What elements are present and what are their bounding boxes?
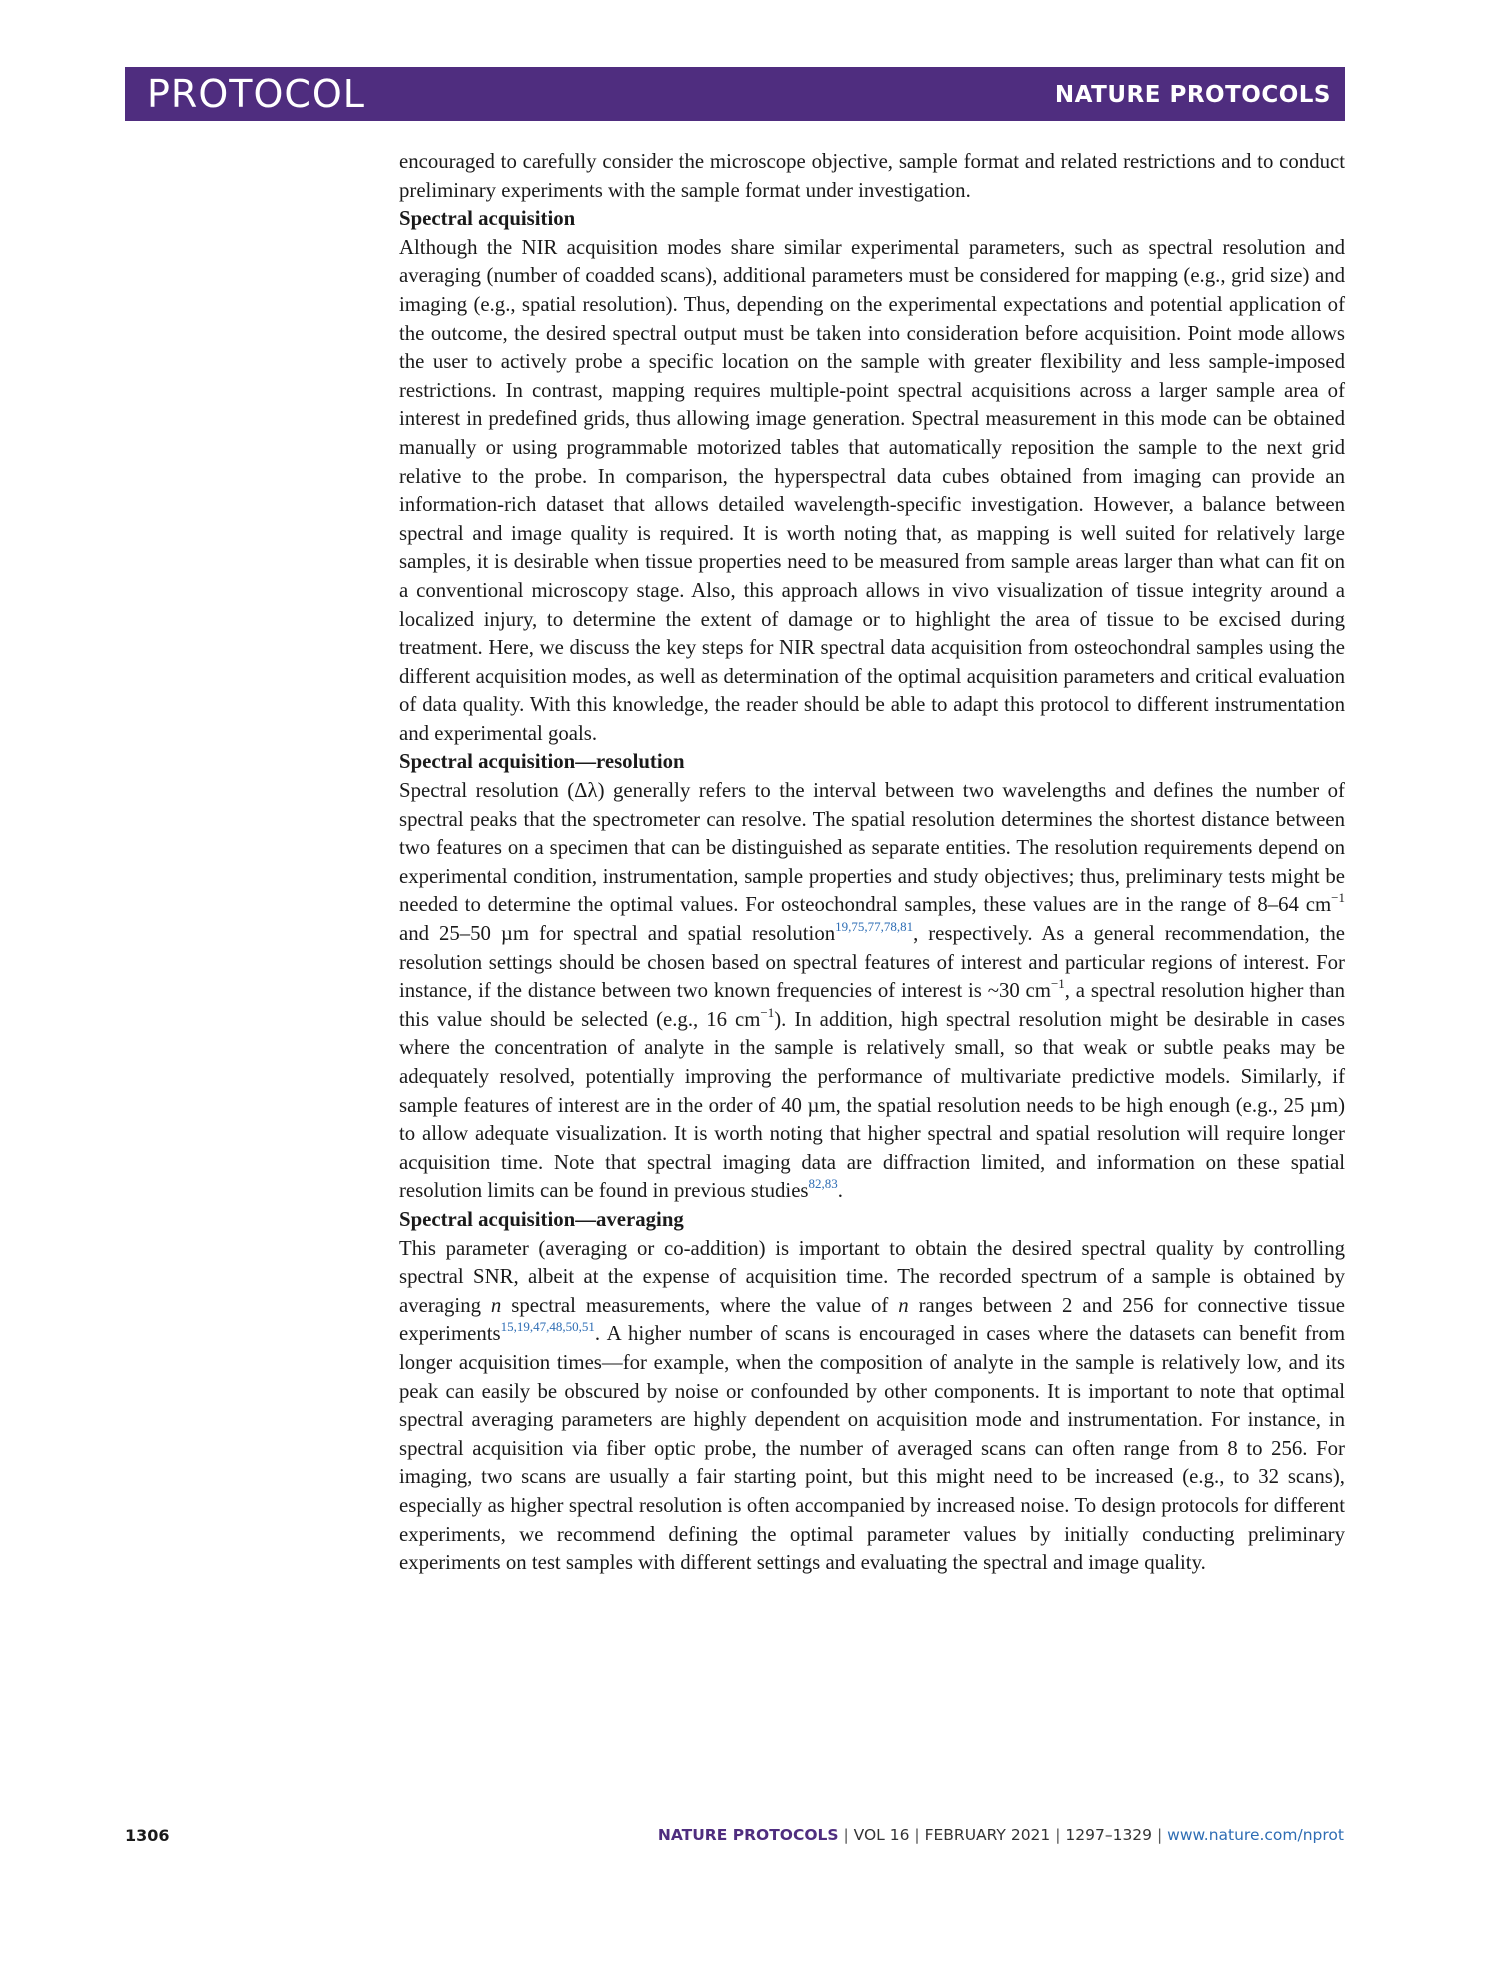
variable-n: n bbox=[898, 1293, 909, 1317]
citation-link[interactable]: 15,19,47,48,50,51 bbox=[500, 1319, 595, 1335]
superscript: −1 bbox=[1050, 976, 1065, 992]
citation-link[interactable]: 82,83 bbox=[808, 1176, 838, 1192]
section-heading-spectral-acquisition: Spectral acquisition bbox=[399, 207, 576, 231]
header-bar bbox=[125, 67, 1345, 121]
text-run: . bbox=[837, 1179, 843, 1203]
footer-citation bbox=[658, 1826, 1344, 1844]
footer-volume: VOL 16 bbox=[853, 1826, 910, 1844]
separator: | bbox=[1156, 1826, 1163, 1844]
text-run: and 25–50 µm for spectral and spatial resolution bbox=[399, 922, 836, 946]
text-run: spectral measurements, where the value of bbox=[501, 1293, 899, 1317]
text-run: . A higher number of scans is encouraged in cases where the datasets can benefit from longer acquisition times—for example, when the composition of analyte in the sample is relatively low, and its peak can easily be obscured by noise or confounded by other components. It is important to note that optimal spectral averaging parameters are highly dependent on acquisition mode and instrumentation. For instance, in spectral acquisition via fiber optic probe, the number of averaged scans can often range from 8 to 256. For imaging, two scans are usually a fair starting point, but this might need to be increased (e.g., to 32 scans), especially as higher spectral resolution is often accompanied by increased noise. To design protocols for different experiments, we recommend defining the optimal parameter values by initially conducting preliminary experiments on test samples with different settings and evaluating the spectral and image quality. bbox=[399, 1322, 1345, 1575]
text-run: ranges between 2 and 256 for connective tissue experiments bbox=[399, 1293, 1345, 1346]
text-run: , respectively. As a general recommendation, the resolution settings should be chosen based on spectral features of interest and particular regions of interest. For instance, if the distance between two known frequencies of interest is ~30 cm bbox=[399, 922, 1345, 1003]
superscript: −1 bbox=[760, 1004, 775, 1020]
section-label: PROTOCOL bbox=[147, 72, 365, 116]
separator: | bbox=[843, 1826, 849, 1844]
section-heading-resolution: Spectral acquisition—resolution bbox=[399, 750, 685, 774]
footer-month: FEBRUARY 2021 bbox=[924, 1826, 1051, 1844]
intro-paragraph: encouraged to carefully consider the microscope objective, sample format and related restrictions and to conduct preliminary experiments with the sample format under investigation. bbox=[399, 150, 1345, 202]
page-number: 1306 bbox=[125, 1826, 170, 1845]
citation-link[interactable]: 19,75,77,78,81 bbox=[835, 919, 914, 935]
superscript: −1 bbox=[1331, 890, 1345, 906]
separator: | bbox=[914, 1826, 920, 1844]
article-body bbox=[399, 148, 1345, 1578]
paragraph-averaging bbox=[399, 1235, 1345, 1578]
journal-name: NATURE PROTOCOLS bbox=[1054, 82, 1331, 108]
footer-pages: 1297–1329 bbox=[1065, 1826, 1153, 1844]
text-run: Spectral resolution (Δλ) generally refers to the interval between two wavelengths and defines the number of spectral peaks that the spectrometer can resolve. The spatial resolution determines the shortest distance between two features on a specimen that can be distinguished as separate entities. The resolution requirements depend on experimental condition, instrumentation, sample properties and study objectives; thus, preliminary tests might be needed to determine the optimal values. For osteochondral samples, these values are in the range of 8–64 cm bbox=[399, 779, 1345, 917]
variable-n: n bbox=[490, 1293, 502, 1317]
footer-url-link[interactable]: www.nature.com/nprot bbox=[1167, 1826, 1344, 1844]
text-run: ). In addition, high spectral resolution might be desirable in cases where the concentration of analyte in the sample is relatively small, so that weak or subtle peaks may be adequately resolved, potentially improving the performance of multivariate predictive models. Similarly, if sample features of interest are in the order of 40 µm, the spatial resolution needs to be high enough (e.g., 25 µm) to allow adequate visualization. It is worth noting that higher spectral and spatial resolution will require longer acquisition time. Note that spectral imaging data are diffraction limited, and information on these spatial resolution limits can be found in previous studies bbox=[399, 1007, 1345, 1203]
separator: | bbox=[1055, 1826, 1061, 1844]
section-heading-averaging: Spectral acquisition—averaging bbox=[399, 1207, 684, 1231]
footer-journal: NATURE PROTOCOLS bbox=[657, 1826, 839, 1844]
paragraph-spectral-acquisition: Although the NIR acquisition modes share similar experimental parameters, such as spectral resolution and averaging (number of coadded scans), additional parameters must be considered for mapping (e.g., grid size) and imaging (e.g., spatial resolution). Thus, depending on the experimental expectations and potential application of the outcome, the desired spectral output must be taken into consideration before acquisition. Point mode allows the user to actively probe a specific location on the sample with greater flexibility and less sample-imposed restrictions. In contrast, mapping requires multiple-point spectral acquisitions across a larger sample area of interest in predefined grids, thus allowing image generation. Spectral measurement in this mode can be obtained manually or using programmable motorized tables that automatically reposition the sample to the next grid relative to the probe. In comparison, the hyperspectral data cubes obtained from imaging can provide an information-rich dataset that allows detailed wavelength-specific investigation. However, a balance between spectral and image quality is required. It is worth noting that, as mapping is well suited for relatively large samples, it is desirable when tissue properties need to be measured from sample areas larger than what can fit on a conventional microscopy stage. Also, this approach allows in vivo visualization of tissue integrity around a localized injury, to determine the extent of damage or to highlight the area of tissue to be excised during treatment. Here, we discuss the key steps for NIR spectral data acquisition from osteochondral samples using the different acquisition modes, as well as determination of the optimal acquisition parameters and critical evaluation of data quality. With this knowledge, the reader should be able to adapt this protocol to different instrumentation and experimental goals. bbox=[399, 235, 1345, 745]
paragraph-resolution bbox=[399, 777, 1345, 1206]
text-run: This parameter (averaging or co-addition) is important to obtain the desired spectral quality by controlling spectral SNR, albeit at the expense of acquisition time. The recorded spectrum of a sample is obtained by averaging bbox=[399, 1236, 1345, 1317]
text-run: , a spectral resolution higher than this value should be selected (e.g., 16 cm bbox=[399, 979, 1345, 1031]
